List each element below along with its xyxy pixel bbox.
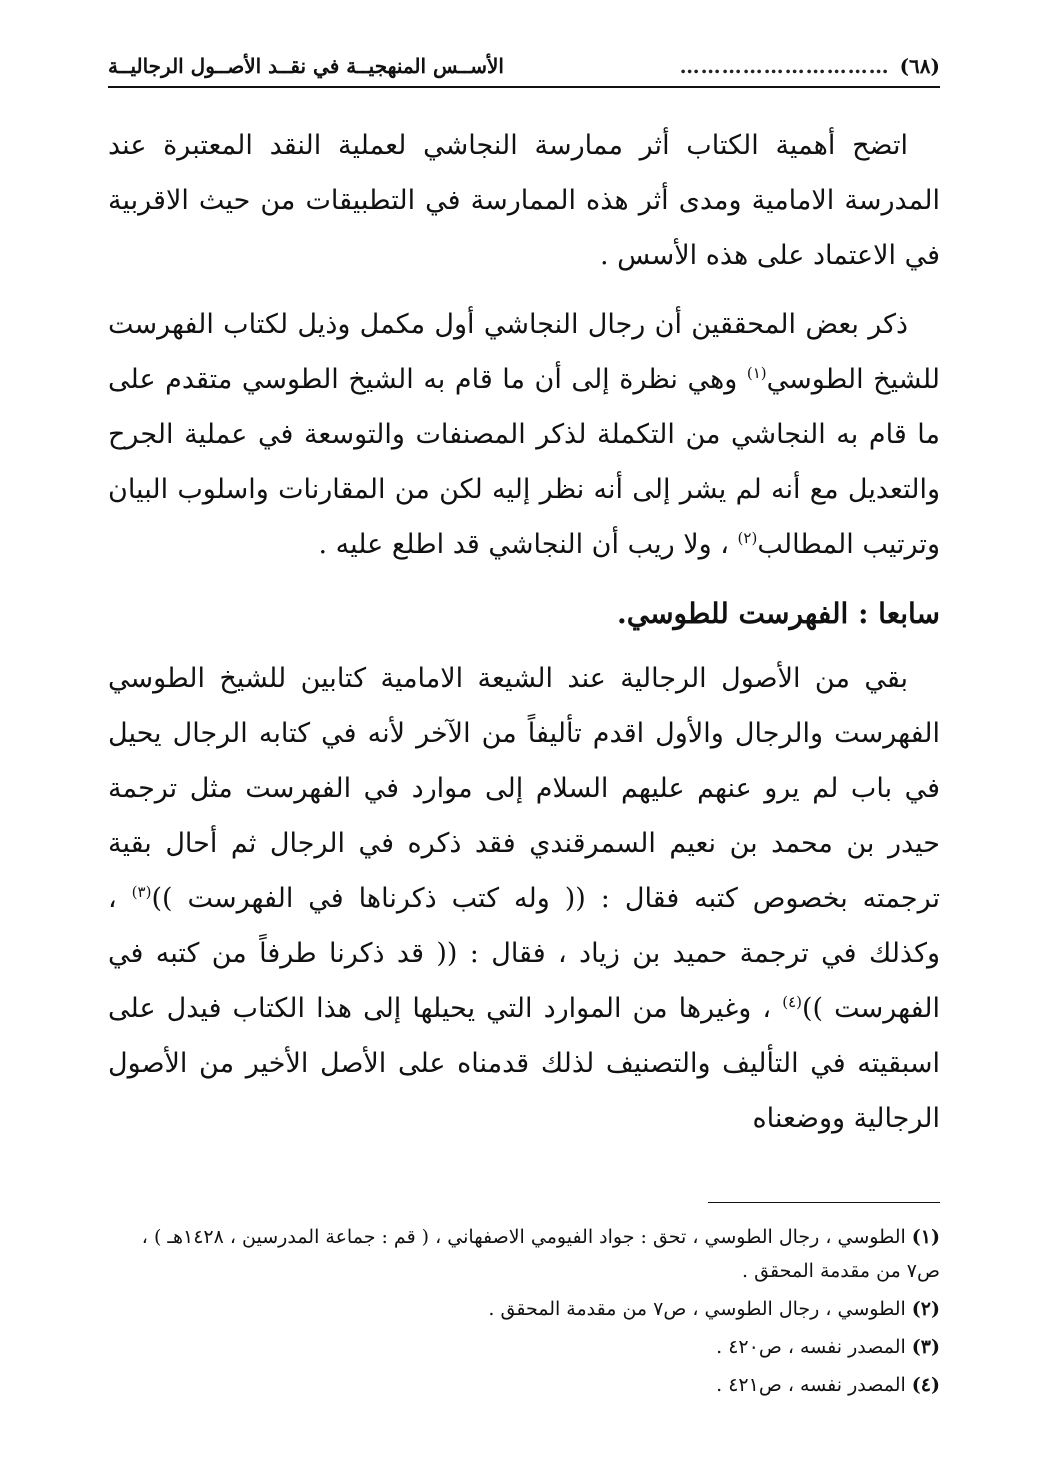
footnote-4 [108,1368,940,1402]
paragraph-3-text-c: ، وغيرها من الموارد التي يحيلها إلى هذا الكتاب فيدل على اسبقيته في التأليف والتصنيف لذلك قدمناه على الأصل الأخير من الأصول الرجالية ووضعناه [108,993,940,1134]
header-leader-dots: ………………………… [679,54,890,78]
footnote-text: المصدر نفسه ، ص٤٢١ . [716,1374,906,1396]
footnote-number: (٣) [911,1336,940,1358]
footnote-2 [108,1292,940,1326]
paragraph-1-text: اتضح أهمية الكتاب أثر ممارسة النجاشي لعملية النقد المعتبرة عند المدرسة الامامية ومدى أثر هذه الممارسة في التطبيقات من حيث الاقربية في الاعتماد على هذه الأسس . [108,130,940,271]
paragraph-3-text-b: ، وكذلك في ترجمة حميد بن زياد ، فقال : (( قد ذكرنا طرفاً من كتبه في الفهرست )) [108,883,940,1024]
section-number: سابعا [878,597,940,630]
running-header [108,46,940,86]
footnote-number: (١) [911,1226,940,1248]
paragraph-2-text-b: وهي نظرة إلى أن ما قام به الشيخ الطوسي متقدم على ما قام به النجاشي من التكملة لذكر المصنفات والتوسعة في عملية الجرح والتعديل مع أنه لم يشر إلى أنه نظر إليه لكن من المقارنات واسلوب البيان وترتيب المطالب [108,364,940,560]
header-title: الأســس المنهجيــة في نقــد الأصــول الرجاليــة [108,54,504,78]
footnote-divider [708,1202,940,1203]
main-text [108,118,940,1160]
footnote-number: (٢) [911,1298,940,1320]
page-number: (٦٨) [899,54,940,78]
paragraph-3 [108,651,940,1146]
footnote-text: الطوسي ، رجال الطوسي ، ص٧ من مقدمة المحقق . [488,1298,906,1320]
paragraph-1 [108,118,940,283]
footnote-3 [108,1330,940,1364]
footnote-ref-1[interactable]: (١) [746,364,767,382]
footnote-text: الطوسي ، رجال الطوسي ، تحق : جواد الفيومي الاصفهاني ، ( قم : جماعة المدرسين ، ١٤٢٨هـ ) ، ص٧ من مقدمة المحقق . [141,1226,940,1282]
footnote-1 [108,1220,940,1288]
paragraph-2-text-a: ذكر بعض المحققين أن رجال النجاشي أول مكمل وذيل لكتاب الفهرست للشيخ الطوسي [108,309,940,395]
section-separator: : [848,597,879,630]
paragraph-3-text-a: بقي من الأصول الرجالية عند الشيعة الامامية كتابين للشيخ الطوسي الفهرست والرجال والأول اقدم تأليفاً من الآخر لأنه في كتابه الرجال يحيل في باب لم يرو عنهم عليهم السلام إلى موارد في الفهرست مثل ترجمة حيدر بن محمد بن نعيم السمرقندي فقد ذكره في الرجال ثم أحال بقية ترجمته بخصوص كتبه فقال : (( وله كتب ذكرناها في الفهرست )) [108,663,941,914]
footnote-number: (٤) [911,1374,940,1396]
section-heading [108,586,940,641]
header-rule [108,86,940,88]
footnote-ref-2[interactable]: (٢) [737,529,758,547]
footnote-ref-3[interactable]: (٣) [131,883,152,901]
section-title: الفهرست للطوسي. [617,597,849,630]
footnote-ref-4[interactable]: (٤) [782,993,802,1011]
paragraph-2 [108,297,940,572]
footnotes [108,1220,940,1406]
footnote-text: المصدر نفسه ، ص٤٢٠ . [716,1336,906,1358]
paragraph-2-text-c: ، ولا ريب أن النجاشي قد اطلع عليه . [318,529,738,560]
